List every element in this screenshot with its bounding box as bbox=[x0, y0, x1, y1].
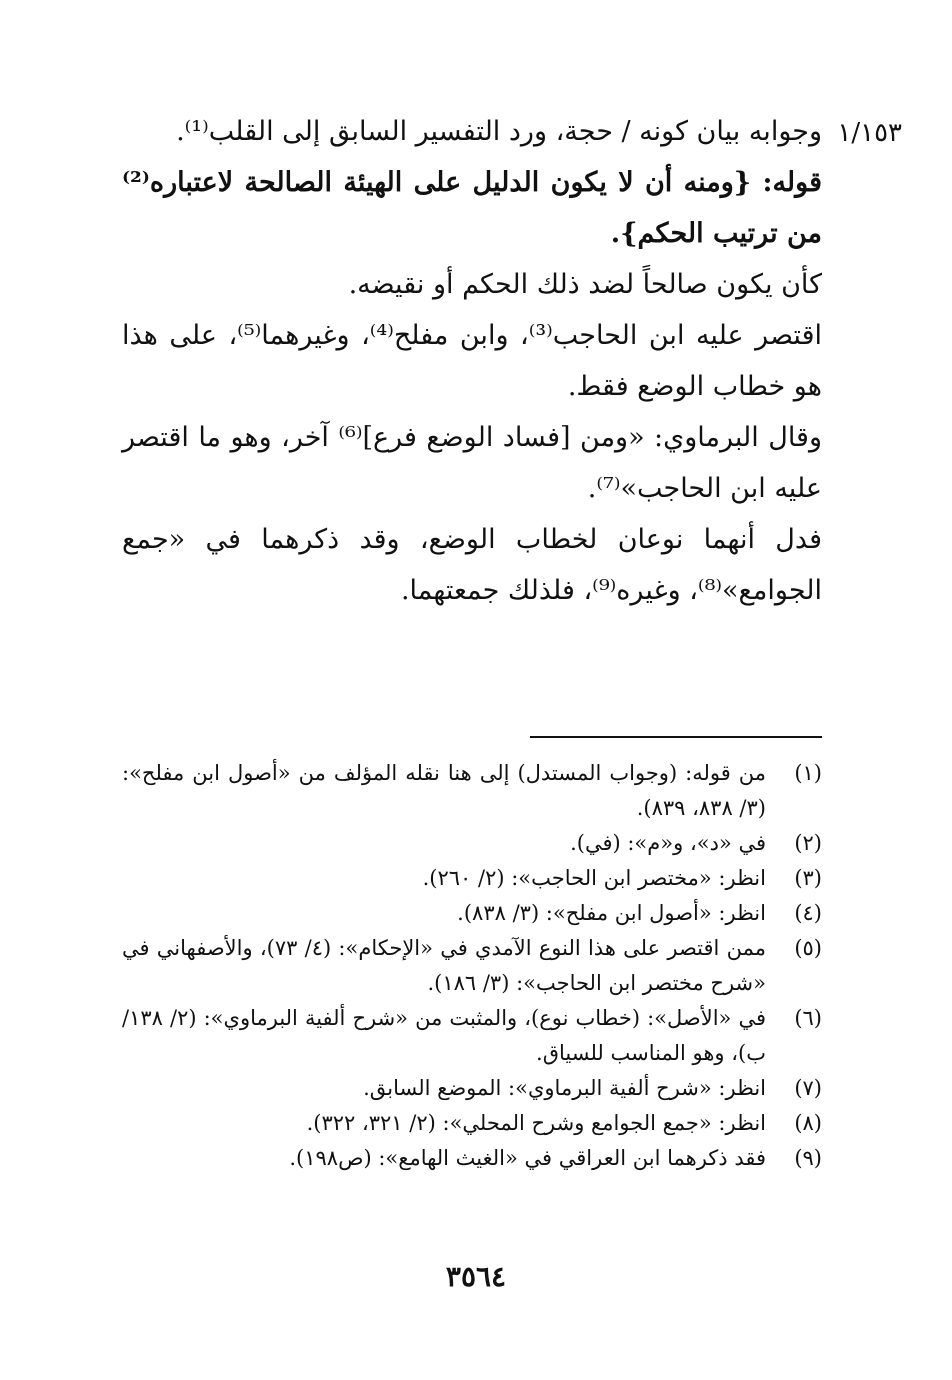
quoted-text-paragraph: قوله: {ومنه أن لا يكون الدليل على الهيئة الصالحة لاعتباره⁽²⁾ من ترتيب الحكم}. bbox=[122, 167, 822, 249]
footnote-text: من قوله: (وجواب المستدل) إلى هنا نقله المؤلف من «أصول ابن مفلح»: (٣/ ٨٣٨، ٨٣٩). bbox=[122, 761, 766, 820]
footnote-text: في «الأصل»: (خطاب نوع)، والمثبت من «شرح ألفية البرماوي»: (٢/ ١٣٨/ ب)، وهو المناسب للسياق. bbox=[122, 1006, 766, 1065]
footnote-number: (٢) bbox=[794, 831, 822, 855]
footnote-number: (٩) bbox=[794, 1146, 822, 1170]
footnote-number: (٥) bbox=[794, 936, 822, 960]
footnote-text: انظر: «مختصر ابن الحاجب»: (٢/ ٢٦٠). bbox=[422, 866, 766, 890]
footnote bbox=[122, 1071, 822, 1106]
footnote-text: انظر: «شرح ألفية البرماوي»: الموضع السابق. bbox=[363, 1076, 766, 1100]
footnote-text: فقد ذكرهما ابن العراقي في «الغيث الهامع»: (ص١٩٨). bbox=[289, 1146, 766, 1170]
margin-reference: ١/١٥٣ bbox=[837, 118, 902, 148]
footnote bbox=[122, 1001, 822, 1071]
footnote-text: ممن اقتصر على هذا النوع الآمدي في «الإحكام»: (٤/ ٧٣)، والأصفهاني في «شرح مختصر ابن الحاجب»: (٣/ ١٨٦). bbox=[122, 936, 766, 995]
footnote bbox=[122, 931, 822, 1001]
footnote-number: (٨) bbox=[794, 1111, 822, 1135]
paragraph: وقال البرماوي: «ومن [فساد الوضع فرع]⁽⁶⁾ آخر، وهو ما اقتصر عليه ابن الحاجب»⁽⁷⁾. bbox=[122, 422, 823, 504]
footnote bbox=[122, 756, 822, 826]
footnote-number: (٤) bbox=[794, 901, 822, 925]
paragraph: وجوابه بيان كونه / حجة، ورد التفسير السابق إلى القلب⁽¹⁾. bbox=[176, 116, 822, 147]
footnotes bbox=[122, 756, 822, 1176]
footnote-number: (٣) bbox=[794, 866, 822, 890]
footnote-text: في «د»، و«م»: (في). bbox=[570, 831, 766, 855]
footnote bbox=[122, 896, 822, 931]
footnote-number: (٦) bbox=[794, 1006, 822, 1030]
main-text bbox=[122, 106, 822, 616]
footnote bbox=[122, 826, 822, 861]
paragraph: فدل أنهما نوعان لخطاب الوضع، وقد ذكرهما في «جمع الجوامع»⁽⁸⁾، وغيره⁽⁹⁾، فلذلك جمعتهما. bbox=[122, 524, 822, 606]
footnote bbox=[122, 861, 822, 896]
footnote bbox=[122, 1106, 822, 1141]
footnote-number: (٧) bbox=[794, 1076, 822, 1100]
footnote-text: انظر: «أصول ابن مفلح»: (٣/ ٨٣٨). bbox=[457, 901, 766, 925]
footnote-text: انظر: «جمع الجوامع وشرح المحلي»: (٢/ ٣٢١، ٣٢٢). bbox=[306, 1111, 766, 1135]
footnote-number: (١) bbox=[794, 761, 822, 785]
footnote bbox=[122, 1141, 822, 1176]
paragraph: كأن يكون صالحاً لضد ذلك الحكم أو نقيضه. bbox=[348, 269, 822, 300]
page-number: ٣٥٦٤ bbox=[445, 1260, 507, 1293]
footnote-divider bbox=[530, 736, 822, 738]
paragraph: اقتصر عليه ابن الحاجب⁽³⁾، وابن مفلح⁽⁴⁾، وغيرهما⁽⁵⁾، على هذا هو خطاب الوضع فقط. bbox=[122, 320, 822, 402]
